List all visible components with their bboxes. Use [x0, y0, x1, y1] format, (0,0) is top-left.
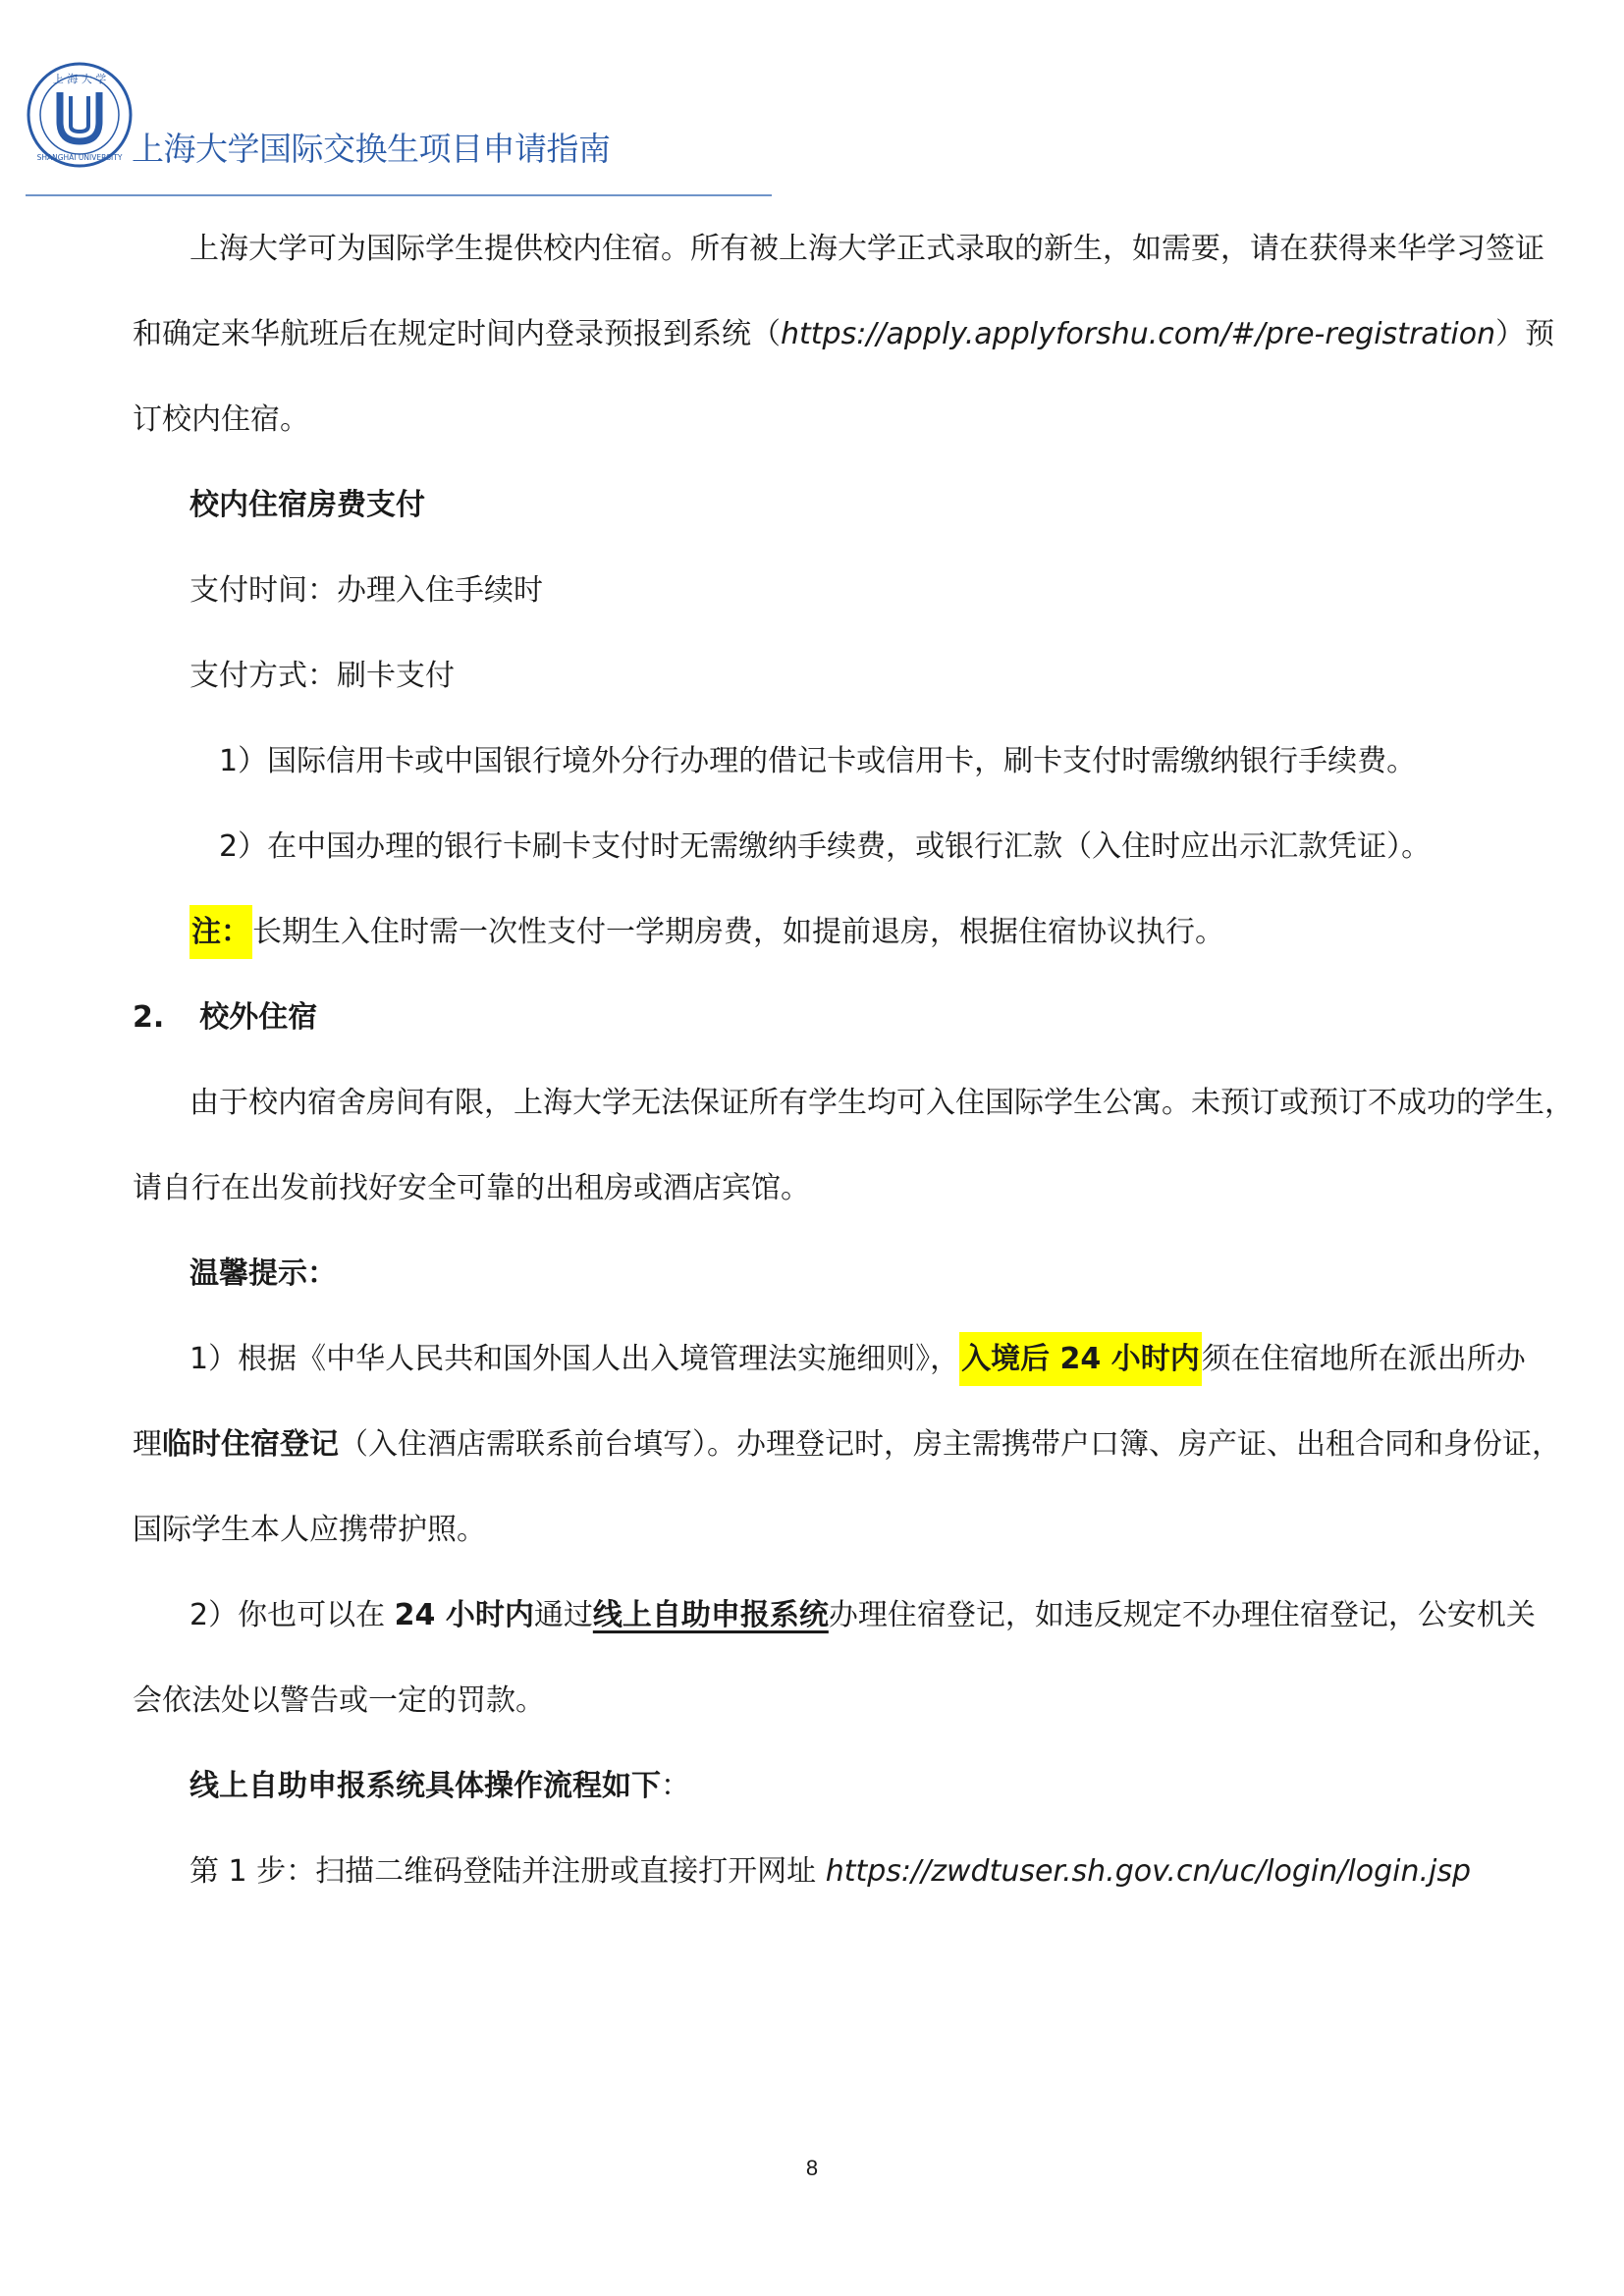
step-line: [133, 1829, 1507, 1914]
header-title: 上海大学国际交换生项目申请指南: [132, 130, 611, 168]
header-divider: [26, 194, 772, 196]
section-title: 校外住宿: [199, 1000, 318, 1035]
highlighted-deadline: 入境后 24 小时内: [959, 1332, 1202, 1386]
text-span: ：: [661, 1769, 690, 1803]
paragraph-line: 国际学生本人应携带护照。: [133, 1513, 486, 1547]
paragraph-line: [133, 1316, 1526, 1402]
text-span: 办理住宿登记，如违反规定不办理住宿登记，公安机关: [828, 1598, 1536, 1632]
document-header: [26, 61, 772, 198]
text-span: 和确定来华航班后在规定时间内登录预报到系统（: [133, 317, 781, 351]
text-span: 1）根据《中华人民共和国外国人出入境管理法实施细则》，: [189, 1342, 960, 1376]
preregistration-url: https://apply.applyforshu.com/#/pre-registration: [781, 317, 1496, 351]
page-number: 8: [805, 2156, 819, 2180]
bold-term: 24 小时内: [394, 1598, 534, 1632]
payment-method: 支付方式：刷卡支付: [189, 659, 455, 693]
tips-heading: 温馨提示：: [189, 1256, 337, 1291]
document-body: [133, 206, 1574, 1914]
note-line: [133, 889, 1507, 975]
procedure-heading-text: 线上自助申报系统具体操作流程如下: [189, 1769, 661, 1803]
paragraph-line: 上海大学可为国际学生提供校内住宿。所有被上海大学正式录取的新生，如需要，请在获得来华学习签证: [189, 232, 1544, 266]
paragraph-line: [133, 1402, 1561, 1487]
section-heading: [133, 975, 1507, 1060]
text-span: ）预: [1495, 317, 1555, 351]
text-span: 理: [133, 1427, 162, 1462]
paragraph-line: 请自行在出发前找好安全可靠的出租房或酒店宾馆。: [133, 1171, 810, 1205]
university-logo-icon: [26, 61, 134, 169]
svg-text:上 海 大 学: 上 海 大 学: [52, 73, 107, 85]
list-item: 1）国际信用卡或中国银行境外分行办理的借记卡或信用卡，刷卡支付时需缴纳银行手续费。: [219, 744, 1417, 778]
text-span: 须在住宿地所在派出所办: [1201, 1342, 1526, 1376]
paragraph-line: [133, 292, 1555, 377]
payment-time: 支付时间：办理入住手续时: [189, 573, 543, 608]
note-label: 注：: [189, 905, 252, 959]
text-span: （入住酒店需联系前台填写）。办理登记时，房主需携带户口簿、房产证、出租合同和身份证，: [339, 1427, 1561, 1462]
online-system-link-text: 线上自助申报系统: [592, 1598, 829, 1632]
step-text: 第 1 步：扫描二维码登陆并注册或直接打开网址: [189, 1854, 826, 1889]
section-heading: 校内住宿房费支付: [189, 488, 425, 522]
note-text: 长期生入住时需一次性支付一学期房费，如提前退房，根据住宿协议执行。: [252, 915, 1224, 949]
procedure-heading: [133, 1743, 1507, 1829]
paragraph-line: 会依法处以警告或一定的罚款。: [133, 1683, 545, 1718]
list-item: 2）在中国办理的银行卡刷卡支付时无需缴纳手续费，或银行汇款（入住时应出示汇款凭证）。: [219, 829, 1432, 864]
paragraph-line: 订校内住宿。: [133, 402, 309, 437]
paragraph-line: 由于校内宿舍房间有限，上海大学无法保证所有学生均可入住国际学生公寓。未预订或预订不成功的学生，: [189, 1086, 1574, 1120]
section-number: 2.: [133, 1000, 165, 1035]
text-span: 通过: [533, 1598, 593, 1632]
paragraph-line: [133, 1573, 1536, 1658]
login-url: https://zwdtuser.sh.gov.cn/uc/login/login.jsp: [825, 1854, 1472, 1889]
bold-term: 临时住宿登记: [162, 1427, 339, 1462]
svg-text:SHANGHAI UNIVERSITY: SHANGHAI UNIVERSITY: [36, 153, 123, 162]
text-span: 2）你也可以在: [189, 1598, 395, 1632]
